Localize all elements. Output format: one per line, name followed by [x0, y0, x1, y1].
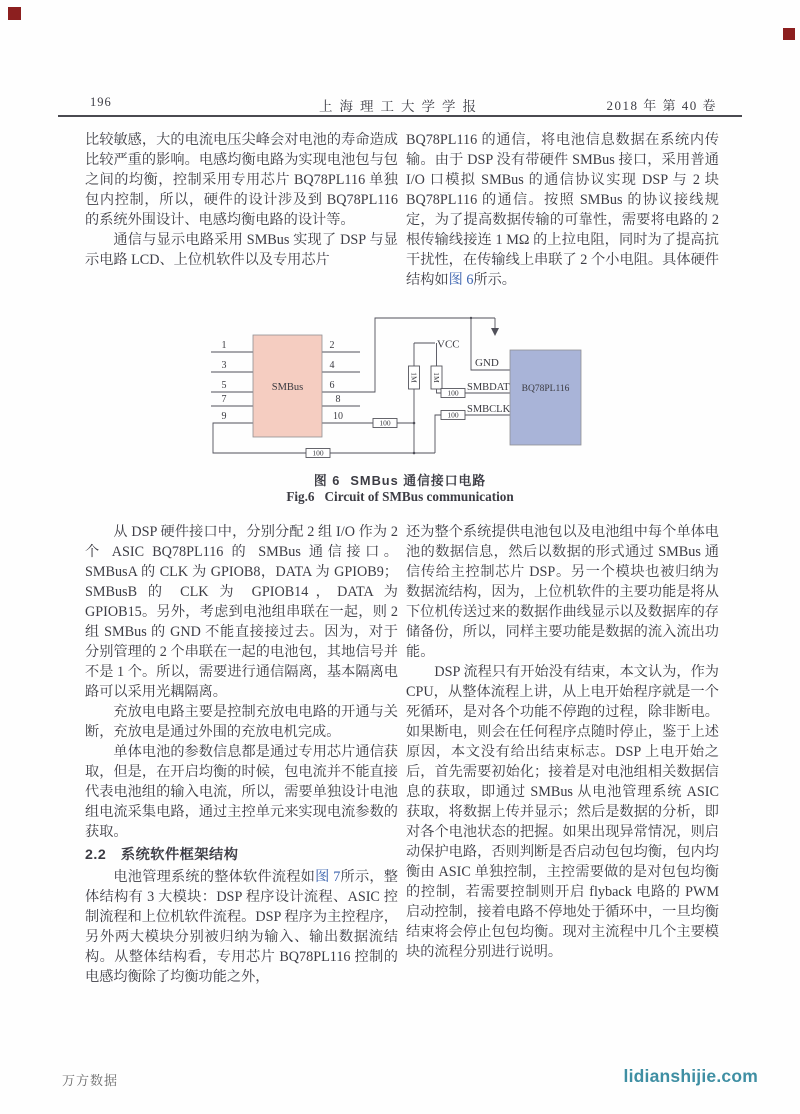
- wire-left-pins: [211, 352, 253, 406]
- pin-number: 8: [335, 394, 341, 405]
- header-rule: [58, 115, 742, 117]
- left-column-bottom: [85, 522, 398, 987]
- gnd-label: GND: [475, 357, 499, 369]
- junction-dot: [413, 422, 416, 425]
- website-link[interactable]: lidianshijie.com: [623, 1066, 758, 1086]
- pin-number: 1: [221, 340, 227, 351]
- paragraph: 从 DSP 硬件接口中，分别分配 2 组 I/O 作为 2 个 ASIC BQ78PL116 的 SMBus 通信接口。SMBusA 的 CLK 为 GPIOB8，DATA 为 GPIOB9；SMBusB 的 CLK 为 GPIOB14，DATA 为 GPIOB15。另外，考虑到电池组串联在一起，则 2 组 SMBus 的 GND 不能直接接过去。因为，对于分别管理的 2 个串联在一起的电池包，其地信号并不是 1 个。所以，需要进行通信隔离，基本隔离电路可以采用光耦隔离。: [85, 524, 398, 700]
- left-column-top: [85, 130, 398, 270]
- pin-number: 7: [221, 394, 227, 405]
- issue-volume: 2018 年 第 40 卷: [606, 98, 717, 113]
- pin-number: 6: [329, 380, 335, 391]
- paragraph: 充放电电路主要是控制充放电电路的开通与关断，充放电是通过外围的充放电机完成。: [85, 704, 398, 740]
- vcc-label: VCC: [437, 338, 460, 351]
- paragraph: [85, 867, 398, 987]
- figure-caption-en-label: Fig.6: [286, 489, 315, 504]
- pin-number: 3: [221, 360, 227, 371]
- resistor-value-100: 100: [379, 418, 391, 428]
- right-column-bottom: [406, 522, 719, 962]
- ground-arrowhead: [491, 328, 499, 336]
- resistor-value-100: 100: [447, 410, 459, 420]
- bq78pl116-chip-label: BQ78PL116: [521, 384, 570, 394]
- wire-right-pins: [322, 352, 360, 406]
- figure-6-circuit-diagram: [178, 308, 638, 468]
- wire-pullup-leads: [414, 343, 441, 453]
- figure-caption-en: [0, 489, 800, 505]
- pin-number: 2: [329, 340, 335, 351]
- paragraph-text: 所示。: [473, 272, 516, 288]
- pin-number: 10: [333, 411, 343, 422]
- paragraph: DSP 流程只有开始没有结束，本文认为，作为 CPU，从整体流程上讲，从上电开始程序就是一个死循环，是对各个功能不停跑的过程，除非断电。如果断电，则会在任何程序点随时停止，鉴于上述原因，本文没有给出结束标志。DSP 上电开始之后，首先需要初始化；接着是对电池组相关数据信息的获取，即通过 SMBus 从电池管理系统 ASIC 获取，将数据上传并显示；然后是数据的分析，即对各个电池状态的把握。如果出现异常情况，则启动保护电路，否则判断是否启动包包均衡，包内均衡由 ASIC 单独控制，主控需要做的是对包包均衡的控制，若需要控制则开启 flyback 电路的 PWM 启动控制，接着电路不停地处于循环中，一旦均衡结束将会停止包包均衡。现对主流程中几个主要模块的流程分别进行说明。: [406, 664, 719, 960]
- paragraph-text: BQ78PL116 的通信，将电池信息数据在系统内传输。由于 DSP 没有带硬件 SMBus 接口，采用普通 I/O 口模拟 SMBus 的通信协议实现 DSP 与 2 块 BQ78PL116 的通信。按照 SMBus 的协议接线规定，为了提高数据传输的可靠性，需要将电路的 2 根传输线接连 1 MΩ 的上拉电阻，同时为了提高抗干扰性，在传输线上串联了 2 个小电阻。具体硬件结构如: [406, 132, 719, 288]
- page-number: 196: [90, 95, 112, 109]
- figure-caption-zh: [0, 470, 800, 489]
- section-heading-2-2: 2.2 系统软件框架结构: [85, 847, 239, 863]
- figure-caption-en-title: Circuit of SMBus communication: [324, 489, 514, 504]
- junction-dot: [413, 452, 416, 455]
- journal-title: 上海理工大学学报: [319, 99, 483, 114]
- paragraph-text: 所示，整体结构有 3 大模块：DSP 程序设计流程、ASIC 控制流程和上位机软件流程。DSP 程序为主控程序，另外两大模块分别被归纳为输入、输出数据流结构。从整体结构看，专用芯片 BQ78PL116 控制的电感均衡除了均衡功能之外，: [85, 869, 398, 985]
- paragraph: [406, 130, 719, 290]
- wanfang-watermark: 万方数据: [62, 1073, 119, 1088]
- figure-6-reference-link[interactable]: 图 6: [448, 272, 474, 288]
- pin-number: 5: [221, 380, 227, 391]
- bq78pl116-chip-block: [510, 350, 581, 445]
- paragraph: 单体电池的参数信息都是通过专用芯片通信获取，但是，在开启均衡的时候，包电流并不能直接代表电池组的输入电流，所以，需要单独设计电池组电流采集电路，通过主控单元来实现电流参数的获取。: [85, 744, 398, 840]
- figure-caption-zh-title: SMBus 通信接口电路: [350, 473, 487, 488]
- resistor-value-100: 100: [447, 388, 459, 398]
- paragraph-text: 电池管理系统的整体软件流程如: [113, 869, 316, 885]
- scan-mark-right: [783, 28, 795, 40]
- figure-7-reference-link[interactable]: 图 7: [315, 869, 341, 885]
- resistor-value-1m: 1M: [432, 372, 441, 383]
- pin-number: 9: [221, 411, 227, 422]
- wire-smbclk-left: [435, 415, 441, 453]
- smbus-circuit-svg: [178, 308, 638, 468]
- pin-number: 4: [329, 360, 335, 371]
- junction-dot: [470, 317, 472, 319]
- figure-caption-zh-label: 图 6: [313, 473, 341, 488]
- smbus-chip-label: SMBus: [271, 382, 304, 393]
- resistor-value-1m: 1M: [409, 372, 419, 383]
- paragraph: 通信与显示电路采用 SMBus 实现了 DSP 与显示电路 LCD、上位机软件以及专用芯片: [85, 232, 398, 268]
- paragraph: 比较敏感，大的电流电压尖峰会对电池的寿命造成比较严重的影响。电感均衡电路为实现电池包与包之间的均衡，控制采用专用芯片 BQ78PL116 单独包内控制，所以，硬件的设计涉及到 BQ78PL116 的系统外围设计、电感均衡电路的设计等。: [85, 132, 398, 228]
- right-column-top: [406, 130, 719, 290]
- smbdat-label: SMBDAT: [467, 382, 510, 393]
- paragraph: 还为整个系统提供电池包以及电池组中每个单体电池的数据信息，然后以数据的形式通过 SMBus 通信传给主控制芯片 DSP。另一个模块也被归纳为数据流结构，因为，上位机软件的主要功能是将从下位机传送过来的数据作曲线显示以及数据库的存储备份，所以，同样主要功能是数据的流入流出功能。: [406, 524, 719, 660]
- scan-mark-top-left: [8, 7, 21, 20]
- smbclk-label: SMBCLK: [467, 404, 511, 415]
- resistor-value-100: 100: [312, 448, 324, 458]
